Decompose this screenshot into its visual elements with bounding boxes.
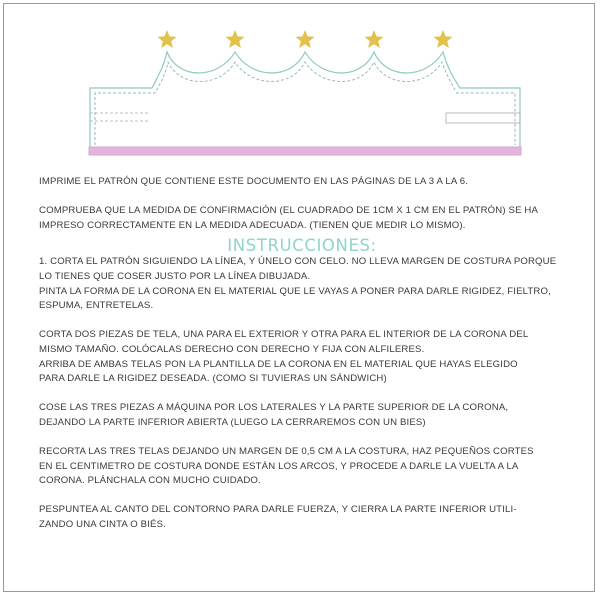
star-icon bbox=[158, 30, 177, 48]
instructions-heading: INSTRUCCIONES: bbox=[227, 236, 377, 256]
star-icons bbox=[158, 30, 453, 48]
star-icon bbox=[365, 30, 384, 48]
intro-paragraph-1: IMPRIME EL PATRÓN QUE CONTIENE ESTE DOCUMENTO EN LAS PÁGINAS DE LA 3 A LA 6. bbox=[39, 176, 469, 187]
step-4-paragraph: RECORTA LAS TRES TELAS DEJANDO UN MARGEN DE 0,5 CM A LA COSTURA, HAZ PEQUEÑOS CORTES EN EL CENTIMETRO DE COSTURA DONDE ESTÁN LOS ARCOS, Y PROCEDE A DARLE LA VUELTA A LA CORONA. PLÁNCHALA CON MUCHO CUIDADO. bbox=[39, 446, 534, 487]
step-5-paragraph: PESPUNTEA AL CANTO DEL CONTORNO PARA DARLE FUERZA, Y CIERRA LA PARTE INFERIOR UTILI- ZANDO UNA CINTA O BIÉS. bbox=[39, 504, 517, 531]
step-3-paragraph: COSE LAS TRES PIEZAS A MÁQUINA POR LOS LATERALES Y LA PARTE SUPERIOR DE LA CORONA, DEJANDO LA PARTE INFERIOR ABIERTA (LUEGO LA CERRAREMOS CON UN BIES) bbox=[39, 402, 509, 428]
crown-outline bbox=[90, 52, 520, 152]
star-icon bbox=[434, 30, 453, 48]
crown-base-strip bbox=[89, 147, 521, 155]
crown-illustration bbox=[0, 0, 600, 165]
star-icon bbox=[296, 30, 315, 48]
step-2-paragraph: CORTA DOS PIEZAS DE TELA, UNA PARA EL EXTERIOR Y OTRA PARA EL INTERIOR DE LA CORONA DEL MISMO TAMAÑO. COLÓCALAS DERECHO CON DERECHO Y FIJA CON ALFILERES. ARRIBA DE AMBAS TELAS PON LA PLANTILLA DE LA CORONA EN EL MATERIAL QUE HAYAS ELEGIDO PARA DARLE LA RIGIDEZ DESEADA. (COMO SI TUVIERAS UN SÁNDWICH) bbox=[39, 329, 529, 385]
step-1-paragraph: 1. CORTA EL PATRÓN SIGUIENDO LA LÍNEA, Y ÚNELO CON CELO. NO LLEVA MARGEN DE COSTURA PORQUE LO TIENES QUE COSER JUSTO POR LA LÍNEA DIBUJADA. PINTA LA FORMA DE LA CORONA EN EL MATERIAL QUE LE VAYAS A PONER PARA DARLE RIGIDEZ, FIELTRO, ESPUMA, ENTRETELAS. bbox=[39, 256, 557, 312]
star-icon bbox=[226, 30, 245, 48]
instructions-text bbox=[39, 175, 565, 547]
intro-paragraph-2: COMPRUEBA QUE LA MEDIDA DE CONFIRMACIÓN (EL CUADRADO DE 1CM X 1 CM EN EL PATRÓN) SE HA IMPRESO CORRECTAMENTE EN LA MEDIDA ADECUADA. (TIENEN QUE MEDIR LO MISMO). bbox=[39, 205, 539, 231]
